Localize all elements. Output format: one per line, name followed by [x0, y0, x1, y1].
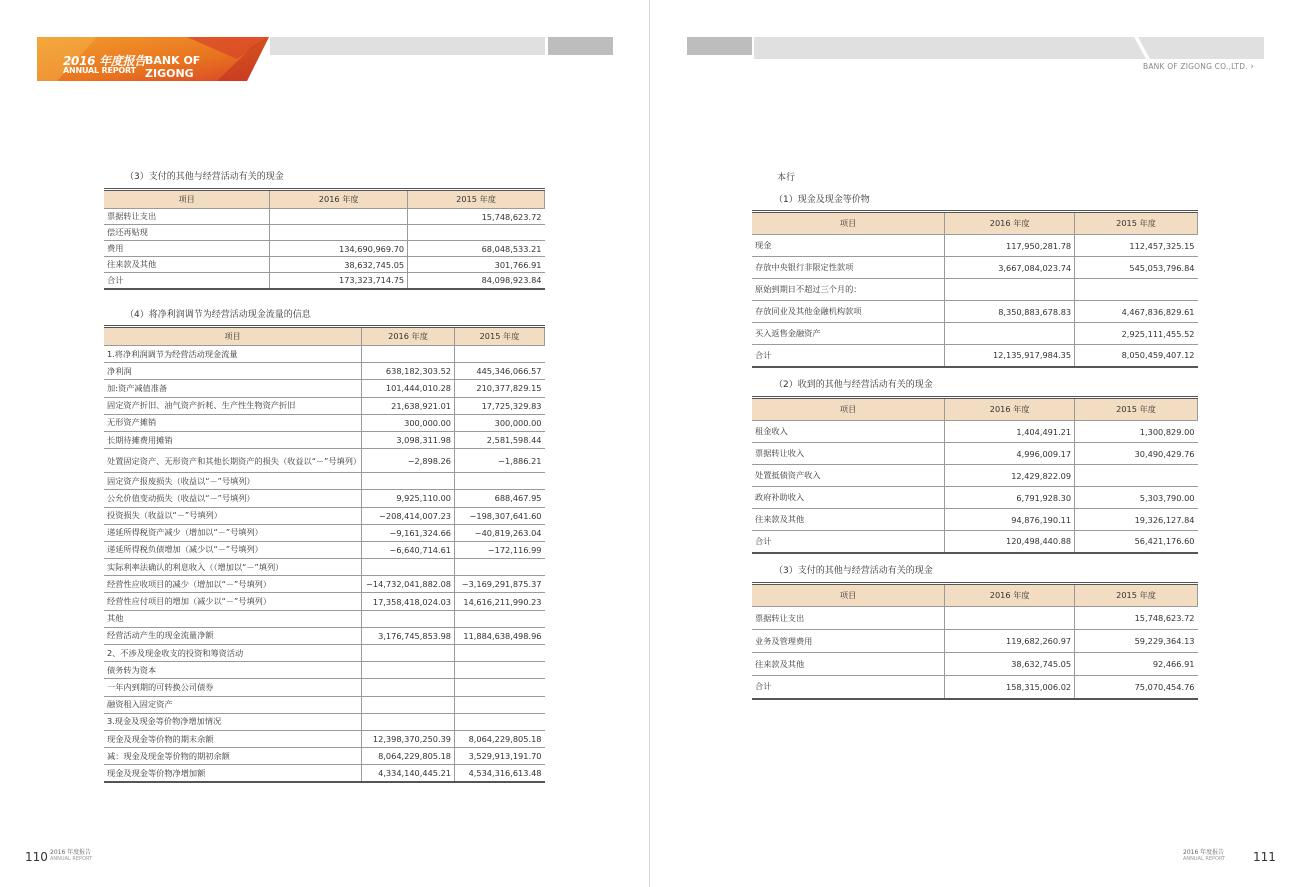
- row-label: 存放中央银行非限定性款项: [752, 257, 945, 279]
- value-2016: 134,690,969.70: [270, 241, 408, 257]
- right-table1-title: （1）现金及现金等价物: [774, 195, 870, 205]
- header-gray-block: [548, 37, 613, 55]
- table-row: [752, 465, 1198, 487]
- page-number-left: 110: [25, 850, 48, 864]
- table-row: [104, 662, 545, 679]
- row-label: 2、不涉及现金收支的投资和筹资活动: [104, 645, 362, 662]
- value-2016: [362, 559, 455, 576]
- value-2015: 210,377,829.15: [455, 380, 545, 397]
- table-header-item: 项目: [104, 327, 362, 346]
- value-2016: −9,161,324.66: [362, 524, 455, 541]
- value-2015: 4,534,316,613.48: [455, 765, 545, 782]
- value-2016: [362, 679, 455, 696]
- value-2016: 173,323,714.75: [270, 273, 408, 289]
- table-row: [752, 630, 1198, 653]
- value-2015: 92,466.91: [1075, 653, 1198, 676]
- value-2016: 8,350,883,678.83: [945, 301, 1075, 323]
- value-2015: 1,300,829.00: [1075, 421, 1198, 443]
- table-header-2016: 2016 年度: [945, 398, 1075, 421]
- table-header-2016: 2016 年度: [945, 212, 1075, 235]
- value-2016: 12,135,917,984.35: [945, 345, 1075, 367]
- table-row: [104, 414, 545, 431]
- row-label: 偿还再贴现: [104, 225, 270, 241]
- value-2015: [455, 662, 545, 679]
- row-label: 债务转为资本: [104, 662, 362, 679]
- table-row: [752, 345, 1198, 367]
- row-label: 投资损失（收益以“－”号填列）: [104, 507, 362, 524]
- table-header-item: 项目: [752, 398, 945, 421]
- table-header-2016: 2016 年度: [270, 190, 408, 209]
- table-row: [104, 524, 545, 541]
- table-header-2015: 2015 年度: [1075, 212, 1198, 235]
- row-label: 往来款及其他: [752, 653, 945, 676]
- table-row: [104, 610, 545, 627]
- value-2015: [455, 346, 545, 363]
- table-row: [752, 509, 1198, 531]
- value-2015: [455, 559, 545, 576]
- value-2016: 1,404,491.21: [945, 421, 1075, 443]
- value-2015: 17,725,329.83: [455, 397, 545, 414]
- value-2015: 30,490,429.76: [1075, 443, 1198, 465]
- right-heading: 本行: [777, 173, 796, 183]
- table-header-2015: 2015 年度: [1075, 584, 1198, 607]
- header-bank-name-text: BANK OF ZIGONG CO.,LTD.: [1143, 62, 1248, 71]
- value-2016: [945, 607, 1075, 630]
- value-2015: [455, 473, 545, 490]
- value-2016: [362, 346, 455, 363]
- value-2016: 17,358,418,024.03: [362, 593, 455, 610]
- value-2016: 3,667,084,023.74: [945, 257, 1075, 279]
- table-row: [752, 421, 1198, 443]
- header-bank-name: [1143, 62, 1254, 72]
- value-2015: 8,050,459,407.12: [1075, 345, 1198, 367]
- row-label: 其他: [104, 610, 362, 627]
- value-2015: −40,819,263.04: [455, 524, 545, 541]
- value-2015: 301,766.91: [408, 257, 545, 273]
- value-2016: [270, 225, 408, 241]
- row-label: 经营活动产生的现金流量净额: [104, 627, 362, 644]
- value-2016: −14,732,041,882.08: [362, 576, 455, 593]
- annual-report-banner: [37, 37, 269, 81]
- table-row: [104, 576, 545, 593]
- value-2015: [455, 679, 545, 696]
- row-label: 公允价值变动损失（收益以“－”号填列）: [104, 490, 362, 507]
- value-2015: [1075, 279, 1198, 301]
- table-header-2016: 2016 年度: [945, 584, 1075, 607]
- value-2016: 4,996,009.17: [945, 443, 1075, 465]
- table-row: [752, 653, 1198, 676]
- row-label: 票据转让收入: [752, 443, 945, 465]
- row-label: 票据转让支出: [752, 607, 945, 630]
- table-row: [752, 257, 1198, 279]
- value-2015: 3,529,913,191.70: [455, 748, 545, 765]
- footer-logo-right: [1183, 850, 1225, 862]
- value-2016: 101,444,010.28: [362, 380, 455, 397]
- table-row: [104, 507, 545, 524]
- value-2015: 2,925,111,455.52: [1075, 323, 1198, 345]
- value-2015: 15,748,623.72: [1075, 607, 1198, 630]
- value-2015: 15,748,623.72: [408, 209, 545, 225]
- row-label: 减：现金及现金等价物的期初余额: [104, 748, 362, 765]
- row-label: 业务及管理费用: [752, 630, 945, 653]
- table-row: [104, 645, 545, 662]
- row-label: 处置抵债资产收入: [752, 465, 945, 487]
- value-2015: 8,064,229,805.18: [455, 730, 545, 747]
- banner-year-title: 2016 年度报告: [63, 54, 146, 68]
- right-table3-title: （3）支付的其他与经营活动有关的现金: [774, 566, 933, 576]
- right-page: [651, 0, 1300, 887]
- row-label: 经营性应付项目的增加（减少以“－”号填列）: [104, 593, 362, 610]
- value-2016: 12,398,370,250.39: [362, 730, 455, 747]
- value-2016: −2,898.26: [362, 449, 455, 473]
- footer-annual-left: ANNUAL REPORT: [50, 856, 93, 862]
- table-row: [104, 627, 545, 644]
- value-2015: [455, 713, 545, 730]
- row-label: 合计: [752, 345, 945, 367]
- value-2015: 19,326,127.84: [1075, 509, 1198, 531]
- right-table1: [752, 210, 1198, 368]
- table-row: [752, 323, 1198, 345]
- table-row: [752, 301, 1198, 323]
- table-row: [752, 607, 1198, 630]
- row-label: 合计: [752, 676, 945, 699]
- value-2015: [408, 225, 545, 241]
- value-2016: [945, 279, 1075, 301]
- row-label: 加:资产减值准备: [104, 380, 362, 397]
- row-label: 买入返售金融资产: [752, 323, 945, 345]
- right-table3: [752, 582, 1198, 700]
- row-label: 1.将净利润调节为经营活动现金流量: [104, 346, 362, 363]
- table-header-2015: 2015 年度: [1075, 398, 1198, 421]
- row-label: 现金: [752, 235, 945, 257]
- table-header-item: 项目: [752, 212, 945, 235]
- banner-bank-line2: ZIGONG: [145, 67, 194, 80]
- table-row: [104, 559, 545, 576]
- value-2016: 638,182,303.52: [362, 363, 455, 380]
- value-2015: −198,307,641.60: [455, 507, 545, 524]
- value-2016: 9,925,110.00: [362, 490, 455, 507]
- table-row: [104, 273, 545, 289]
- footer-annual-right: ANNUAL REPORT: [1183, 856, 1226, 862]
- value-2016: 3,098,311.98: [362, 431, 455, 448]
- table-header-item: 项目: [752, 584, 945, 607]
- table-row: [752, 235, 1198, 257]
- value-2015: 300,000.00: [455, 414, 545, 431]
- row-label: 一年内到期的可转换公司债券: [104, 679, 362, 696]
- page-number-right: 111: [1253, 850, 1276, 864]
- row-label: 合计: [104, 273, 270, 289]
- value-2015: 84,098,923.84: [408, 273, 545, 289]
- value-2015: 11,884,638,498.96: [455, 627, 545, 644]
- banner-annual-report: ANNUAL REPORT: [63, 66, 136, 75]
- value-2015: −1,886.21: [455, 449, 545, 473]
- value-2015: 112,457,325.15: [1075, 235, 1198, 257]
- row-label: 原始到期日不超过三个月的：: [752, 279, 945, 301]
- table-row: [752, 279, 1198, 301]
- table-row: [104, 209, 545, 225]
- value-2015: 56,421,176.60: [1075, 531, 1198, 553]
- value-2015: [455, 696, 545, 713]
- value-2016: [362, 473, 455, 490]
- table-row: [104, 713, 545, 730]
- header-gray-bar: [270, 37, 545, 55]
- value-2015: [1075, 465, 1198, 487]
- value-2015: [455, 610, 545, 627]
- value-2015: −3,169,291,875.37: [455, 576, 545, 593]
- value-2016: 119,682,260.97: [945, 630, 1075, 653]
- value-2015: −172,116.99: [455, 541, 545, 558]
- row-label: 无形资产摊销: [104, 414, 362, 431]
- table-row: [104, 490, 545, 507]
- value-2016: [270, 209, 408, 225]
- value-2016: [945, 323, 1075, 345]
- table-row: [104, 241, 545, 257]
- value-2016: 120,498,440.88: [945, 531, 1075, 553]
- table-row: [104, 225, 545, 241]
- value-2015: 59,229,364.13: [1075, 630, 1198, 653]
- footer-year-left: 2016 年度报告: [50, 849, 92, 856]
- right-table2-title: （2）收到的其他与经营活动有关的现金: [774, 380, 933, 390]
- value-2015: 4,467,836,829.61: [1075, 301, 1198, 323]
- value-2015: 5,303,790.00: [1075, 487, 1198, 509]
- table-row: [104, 473, 545, 490]
- table-row: [104, 679, 545, 696]
- value-2016: 6,791,928.30: [945, 487, 1075, 509]
- table-row: [104, 765, 545, 782]
- value-2016: [362, 662, 455, 679]
- table-row: [104, 397, 545, 414]
- row-label: 长期待摊费用摊销: [104, 431, 362, 448]
- table-header-2015: 2015 年度: [408, 190, 545, 209]
- value-2016: 8,064,229,805.18: [362, 748, 455, 765]
- row-label: 经营性应收项目的减少（增加以“－”号填列）: [104, 576, 362, 593]
- header-gray-bar-right: [754, 37, 1264, 59]
- table-row: [104, 363, 545, 380]
- value-2016: 94,876,190.11: [945, 509, 1075, 531]
- row-label: 政府补助收入: [752, 487, 945, 509]
- table-row: [752, 531, 1198, 553]
- row-label: 递延所得税资产减少（增加以“－”号填列）: [104, 524, 362, 541]
- value-2015: 688,467.95: [455, 490, 545, 507]
- row-label: 往来款及其他: [752, 509, 945, 531]
- value-2016: 117,950,281.78: [945, 235, 1075, 257]
- left-table3-title: （3）支付的其他与经营活动有关的现金: [125, 172, 284, 182]
- left-table3: [104, 188, 545, 290]
- row-label: 费用: [104, 241, 270, 257]
- table-row: [104, 380, 545, 397]
- table-row: [752, 487, 1198, 509]
- row-label: 处置固定资产、无形资产和其他长期资产的损失（收益以“－”号填列）: [104, 449, 362, 473]
- footer-logo-left: [50, 850, 92, 862]
- right-table2: [752, 396, 1198, 554]
- value-2015: 445,346,066.57: [455, 363, 545, 380]
- value-2015: 68,048,533.21: [408, 241, 545, 257]
- value-2016: 38,632,745.05: [945, 653, 1075, 676]
- chevron-right-icon: ›: [1250, 62, 1255, 72]
- row-label: 现金及现金等价物的期末余额: [104, 730, 362, 747]
- value-2016: [362, 696, 455, 713]
- value-2015: 2,581,598.44: [455, 431, 545, 448]
- table-row: [104, 449, 545, 473]
- row-label: 租金收入: [752, 421, 945, 443]
- left-table4: [104, 325, 545, 783]
- row-label: 往来款及其他: [104, 257, 270, 273]
- value-2016: 38,632,745.05: [270, 257, 408, 273]
- value-2015: 545,053,796.84: [1075, 257, 1198, 279]
- row-label: 固定资产折旧、油气资产折耗、生产性生物资产折旧: [104, 397, 362, 414]
- table-row: [104, 696, 545, 713]
- table-header-2015: 2015 年度: [455, 327, 545, 346]
- row-label: 3.现金及现金等价物净增加情况: [104, 713, 362, 730]
- table-row: [104, 541, 545, 558]
- value-2016: [362, 645, 455, 662]
- row-label: 票据转让支出: [104, 209, 270, 225]
- row-label: 融资租入固定资产: [104, 696, 362, 713]
- value-2016: [362, 610, 455, 627]
- header-gray-block-right: [687, 37, 752, 55]
- value-2016: 12,429,822.09: [945, 465, 1075, 487]
- value-2016: −6,640,714.61: [362, 541, 455, 558]
- table-row: [104, 346, 545, 363]
- value-2016: −208,414,007.23: [362, 507, 455, 524]
- table-row: [104, 431, 545, 448]
- row-label: 净利润: [104, 363, 362, 380]
- value-2016: 158,315,006.02: [945, 676, 1075, 699]
- value-2015: 14,616,211,990.23: [455, 593, 545, 610]
- row-label: 递延所得税负债增加（减少以“－”号填列）: [104, 541, 362, 558]
- table-row: [104, 257, 545, 273]
- value-2016: 3,176,745,853.98: [362, 627, 455, 644]
- value-2016: [362, 713, 455, 730]
- row-label: 现金及现金等价物净增加额: [104, 765, 362, 782]
- value-2016: 21,638,921.01: [362, 397, 455, 414]
- value-2016: 300,000.00: [362, 414, 455, 431]
- row-label: 实际利率法确认的利息收入（（增加以“－”填列）: [104, 559, 362, 576]
- table-row: [104, 593, 545, 610]
- value-2016: 4,334,140,445.21: [362, 765, 455, 782]
- table-row: [752, 443, 1198, 465]
- row-label: 存放同业及其他金融机构款项: [752, 301, 945, 323]
- table-row: [104, 748, 545, 765]
- banner-bank-line1: BANK OF: [145, 54, 201, 67]
- table-header-item: 项目: [104, 190, 270, 209]
- table-row: [752, 676, 1198, 699]
- table-header-2016: 2016 年度: [362, 327, 455, 346]
- row-label: 固定资产报废损失（收益以“－”号填列）: [104, 473, 362, 490]
- footer-year-right: 2016 年度报告: [1183, 849, 1225, 856]
- value-2015: 75,070,454.76: [1075, 676, 1198, 699]
- value-2015: [455, 645, 545, 662]
- row-label: 合计: [752, 531, 945, 553]
- table-row: [104, 730, 545, 747]
- left-table4-title: （4）将净利润调节为经营活动现金流量的信息: [125, 310, 311, 320]
